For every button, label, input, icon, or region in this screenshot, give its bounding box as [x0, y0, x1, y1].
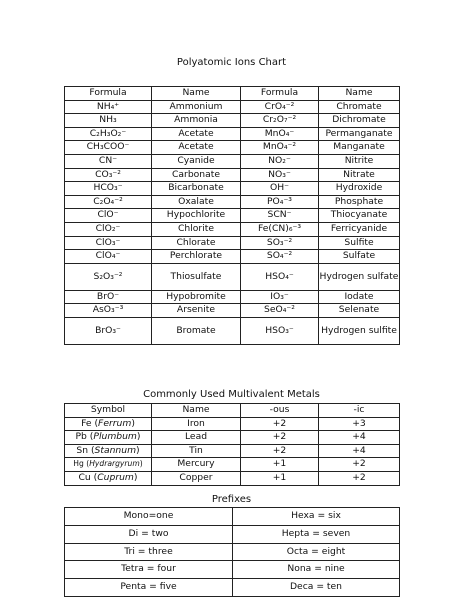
metal-name: Mercury — [152, 458, 241, 472]
ion-formula: HSO₃⁻ — [241, 317, 319, 344]
paren-close: ) — [131, 417, 135, 429]
metal-name: Copper — [152, 471, 241, 485]
ion-formula: C₂O₄⁻² — [65, 195, 152, 209]
ion-formula: BrO₃⁻ — [65, 317, 152, 344]
metal-symbol — [65, 444, 152, 458]
ion-name: Sulfate — [319, 250, 400, 264]
ion-formula: SCN⁻ — [241, 209, 319, 223]
ion-formula: ClO₂⁻ — [65, 222, 152, 236]
ion-formula: OH⁻ — [241, 182, 319, 196]
paren-close: ) — [136, 444, 140, 456]
ion-name: Nitrate — [319, 168, 400, 182]
polyatomic-ions-table — [64, 86, 400, 345]
ion-name: Arsenite — [152, 304, 241, 318]
metal-name: Tin — [152, 444, 241, 458]
ion-name: Cyanide — [152, 154, 241, 168]
metals-title: Commonly Used Multivalent Metals — [143, 389, 320, 400]
multivalent-metals-table — [64, 403, 400, 486]
ion-name: Hydrogen sulfite — [319, 317, 400, 344]
metal-ic-charge: +2 — [319, 458, 400, 472]
metal-symbol — [65, 431, 152, 445]
ion-name: Ammonia — [152, 114, 241, 128]
header-formula-2: Formula — [241, 87, 319, 101]
metal-symbol — [65, 458, 152, 472]
metal-name: Iron — [152, 417, 241, 431]
ion-name: Bromate — [152, 317, 241, 344]
header-symbol: Symbol — [65, 404, 152, 418]
prefixes-title: Prefixes — [211, 494, 252, 505]
table-row — [65, 154, 400, 168]
prefix-left: Tri = three — [65, 543, 233, 561]
ion-formula: ClO₄⁻ — [65, 250, 152, 264]
ion-name: Chromate — [319, 100, 400, 114]
ion-formula: CrO₄⁻² — [241, 100, 319, 114]
metal-latin-name: Cuprum — [97, 471, 134, 483]
ion-name: Hydroxide — [319, 182, 400, 196]
ion-formula: NH₄⁺ — [65, 100, 152, 114]
ion-formula: C₂H₃O₂⁻ — [65, 127, 152, 141]
header-formula: Formula — [65, 87, 152, 101]
metal-ic-charge: +4 — [319, 431, 400, 445]
metal-ous-charge: +2 — [241, 431, 319, 445]
header-name: Name — [152, 87, 241, 101]
prefix-right: Nona = nine — [233, 561, 400, 579]
table-row — [65, 458, 400, 472]
prefix-left: Di = two — [65, 525, 233, 543]
ion-name: Carbonate — [152, 168, 241, 182]
table-row — [65, 471, 400, 485]
ion-formula: BrO⁻ — [65, 290, 152, 304]
ion-formula: Cr₂O₇⁻² — [241, 114, 319, 128]
header-ous: -ous — [241, 404, 319, 418]
metal-symbol-text: Sn ( — [76, 444, 95, 456]
ion-formula: S₂O₃⁻² — [65, 263, 152, 290]
metal-latin-name: Hydrargyrum — [89, 459, 140, 469]
ion-formula: PO₄⁻³ — [241, 195, 319, 209]
ion-formula: CN⁻ — [65, 154, 152, 168]
ion-formula: MnO₄⁻ — [241, 127, 319, 141]
ion-name: Perchlorate — [152, 250, 241, 264]
table-row — [65, 182, 400, 196]
ion-name: Hypobromite — [152, 290, 241, 304]
header-name-2: Name — [319, 87, 400, 101]
paren-close: ) — [133, 471, 138, 483]
table-row — [65, 100, 400, 114]
prefixes-table — [64, 507, 400, 597]
ion-name: Ammonium — [152, 100, 241, 114]
ion-name: Dichromate — [319, 114, 400, 128]
table-row — [65, 222, 400, 236]
ion-formula: HCO₃⁻ — [65, 182, 152, 196]
ion-formula: MnO₄⁻² — [241, 141, 319, 155]
metal-symbol-text: Fe ( — [81, 417, 99, 429]
table-row — [65, 508, 400, 526]
ion-name: Nitrite — [319, 154, 400, 168]
ion-formula: SeO₄⁻² — [241, 304, 319, 318]
metal-name: Lead — [152, 431, 241, 445]
ion-name: Phosphate — [319, 195, 400, 209]
ion-name: Manganate — [319, 141, 400, 155]
metal-ic-charge: +2 — [319, 471, 400, 485]
table-row — [65, 579, 400, 597]
ion-name: Selenate — [319, 304, 400, 318]
table-row — [65, 444, 400, 458]
table-row — [65, 431, 400, 445]
ion-formula: NO₂⁻ — [241, 154, 319, 168]
prefix-right: Hexa = six — [233, 508, 400, 526]
ion-name: Hydrogen sulfate — [319, 263, 400, 290]
metal-symbol-text: Pb ( — [75, 431, 94, 443]
table-row — [65, 561, 400, 579]
ion-name: Chlorite — [152, 222, 241, 236]
metal-latin-name: Plumbum — [93, 431, 137, 443]
ion-formula: CH₃COO⁻ — [65, 141, 152, 155]
table-row — [65, 141, 400, 155]
ion-formula: SO₃⁻² — [241, 236, 319, 250]
table-row — [65, 317, 400, 344]
metal-ic-charge: +3 — [319, 417, 400, 431]
metals-header-row — [65, 404, 400, 418]
ion-name: Iodate — [319, 290, 400, 304]
ions-title: Polyatomic Ions Chart — [176, 57, 287, 68]
ion-name: Acetate — [152, 127, 241, 141]
table-row — [65, 525, 400, 543]
ions-header-row — [65, 87, 400, 101]
paren-close: ) — [139, 459, 143, 469]
table-row — [65, 114, 400, 128]
ion-formula: SO₄⁻² — [241, 250, 319, 264]
prefix-left: Mono=one — [65, 508, 233, 526]
ion-name: Ferricyanide — [319, 222, 400, 236]
table-row — [65, 236, 400, 250]
prefix-right: Octa = eight — [233, 543, 400, 561]
ion-formula: NH₃ — [65, 114, 152, 128]
metal-symbol — [65, 471, 152, 485]
ion-formula: NO₃⁻ — [241, 168, 319, 182]
ion-formula: HSO₄⁻ — [241, 263, 319, 290]
metal-ous-charge: +2 — [241, 444, 319, 458]
ion-name: Hypochlorite — [152, 209, 241, 223]
prefix-right: Hepta = seven — [233, 525, 400, 543]
metal-latin-name: Ferrum — [98, 417, 132, 429]
header-metal-name: Name — [152, 404, 241, 418]
ion-name: Oxalate — [152, 195, 241, 209]
ion-formula: AsO₃⁻³ — [65, 304, 152, 318]
ion-name: Permanganate — [319, 127, 400, 141]
table-row — [65, 263, 400, 290]
ion-formula: ClO⁻ — [65, 209, 152, 223]
prefix-left: Penta = five — [65, 579, 233, 597]
prefix-left: Tetra = four — [65, 561, 233, 579]
table-row — [65, 304, 400, 318]
ion-name: Sulfite — [319, 236, 400, 250]
table-row — [65, 543, 400, 561]
table-row — [65, 195, 400, 209]
table-row — [65, 168, 400, 182]
table-row — [65, 417, 400, 431]
ion-name: Acetate — [152, 141, 241, 155]
ion-name: Thiocyanate — [319, 209, 400, 223]
metal-ous-charge: +1 — [241, 458, 319, 472]
metal-ous-charge: +2 — [241, 417, 319, 431]
table-row — [65, 127, 400, 141]
metal-ic-charge: +4 — [319, 444, 400, 458]
ion-formula: ClO₃⁻ — [65, 236, 152, 250]
metal-ous-charge: +1 — [241, 471, 319, 485]
metal-symbol-text: Hg ( — [73, 459, 90, 469]
paren-close: ) — [136, 431, 141, 443]
ion-name: Bicarbonate — [152, 182, 241, 196]
metal-symbol-text: Cu ( — [78, 471, 98, 483]
ion-name: Thiosulfate — [152, 263, 241, 290]
prefix-right: Deca = ten — [233, 579, 400, 597]
ion-formula: Fe(CN)₆⁻³ — [241, 222, 319, 236]
metal-symbol — [65, 417, 152, 431]
ion-formula: CO₃⁻² — [65, 168, 152, 182]
table-row — [65, 250, 400, 264]
table-row — [65, 209, 400, 223]
ion-formula: IO₃⁻ — [241, 290, 319, 304]
table-row — [65, 290, 400, 304]
header-ic: -ic — [319, 404, 400, 418]
ion-name: Chlorate — [152, 236, 241, 250]
metal-latin-name: Stannum — [94, 444, 137, 456]
